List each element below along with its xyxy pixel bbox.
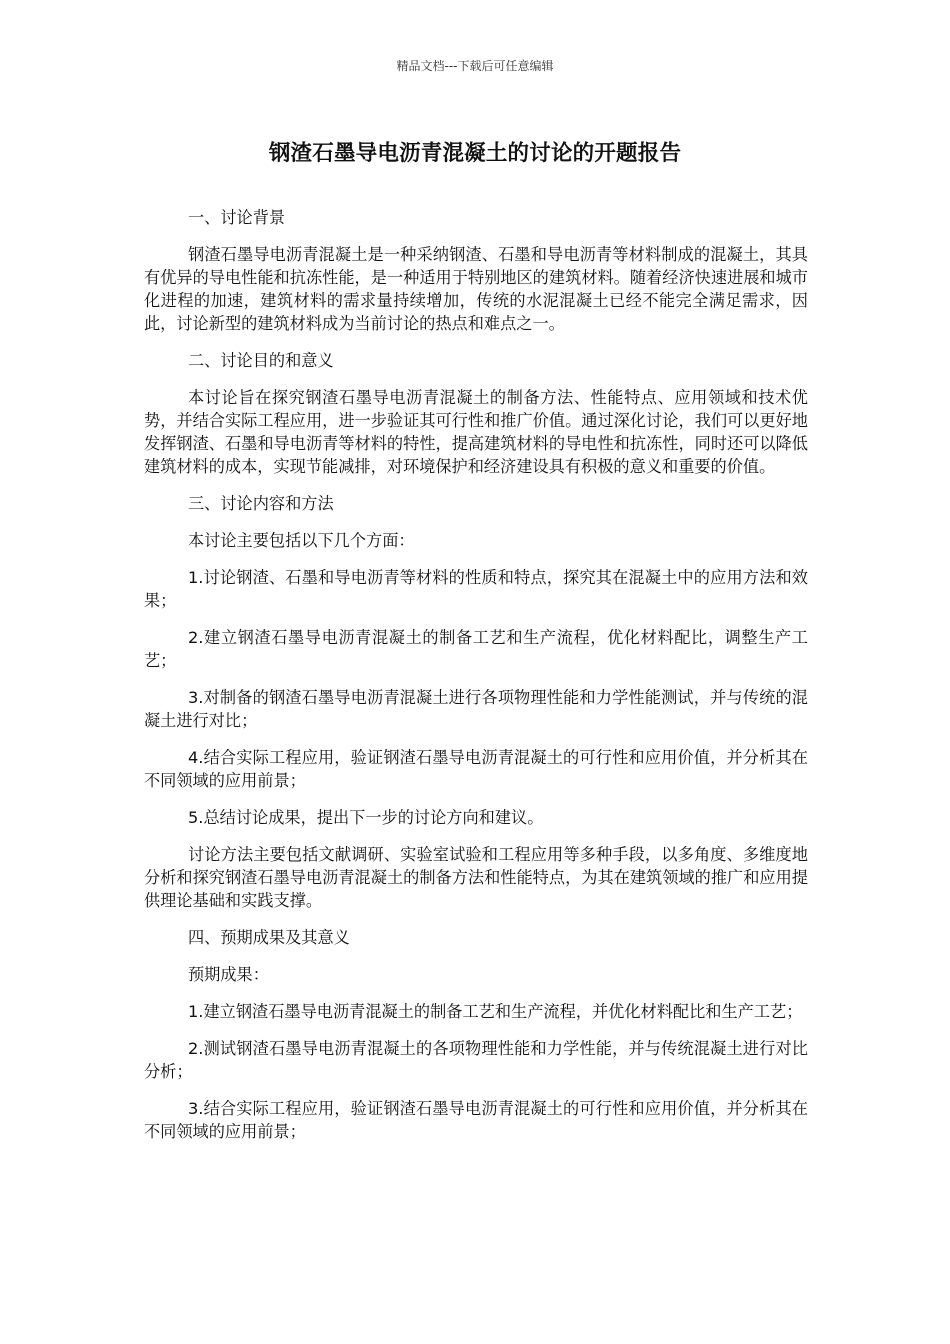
list-item: 2.建立钢渣石墨导电沥青混凝土的制备工艺和生产流程，优化材料配比，调整生产工艺；: [144, 628, 808, 670]
document-title: 钢渣石墨导电沥青混凝土的讨论的开题报告: [268, 141, 682, 166]
paragraph-content-intro: 本讨论主要包括以下几个方面：: [188, 531, 415, 550]
list-item: 3.结合实际工程应用，验证钢渣石墨导电沥青混凝土的可行性和应用价值，并分析其在不同领域的应用前景；: [144, 1099, 808, 1141]
header-note: 精品文档---下载后可任意编辑: [396, 59, 554, 73]
section-heading-content: 三、讨论内容和方法: [188, 494, 334, 513]
section-heading-outcomes: 四、预期成果及其意义: [188, 928, 350, 947]
list-item: 3.对制备的钢渣石墨导电沥青混凝土进行各项物理性能和力学性能测试，并与传统的混凝土进行对比；: [144, 688, 808, 730]
section-heading-purpose: 二、讨论目的和意义: [188, 351, 334, 370]
document-body: [144, 206, 808, 1157]
list-item: 1.建立钢渣石墨导电沥青混凝土的制备工艺和生产流程，并优化材料配比和生产工艺；: [188, 1002, 803, 1021]
paragraph-background: 钢渣石墨导电沥青混凝土是一种采纳钢渣、石墨和导电沥青等材料制成的混凝土，其具有优异的导电性能和抗冻性能，是一种适用于特别地区的建筑材料。随着经济快速进展和城市化进程的加速，建筑材料的需求量持续增加，传统的水泥混凝土已经不能完全满足需求，因此，讨论新型的建筑材料成为当前讨论的热点和难点之一。: [144, 245, 808, 333]
list-item: 4.结合实际工程应用，验证钢渣石墨导电沥青混凝土的可行性和应用价值，并分析其在不同领域的应用前景；: [144, 748, 808, 790]
list-item: 1.讨论钢渣、石墨和导电沥青等材料的性质和特点，探究其在混凝土中的应用方法和效果；: [144, 568, 808, 610]
paragraph-purpose: 本讨论旨在探究钢渣石墨导电沥青混凝土的制备方法、性能特点、应用领域和技术优势，并结合实际工程应用，进一步验证其可行性和推广价值。通过深化讨论，我们可以更好地发挥钢渣、石墨和导电沥青等材料的特性，提高建筑材料的导电性和抗冻性，同时还可以降低建筑材料的成本，实现节能减排，对环境保护和经济建设具有积极的意义和重要的价值。: [144, 388, 808, 476]
list-item: 5.总结讨论成果，提出下一步的讨论方向和建议。: [188, 808, 544, 827]
paragraph-outcomes-intro: 预期成果：: [188, 965, 269, 984]
list-item: 2.测试钢渣石墨导电沥青混凝土的各项物理性能和力学性能，并与传统混凝土进行对比分析；: [144, 1039, 808, 1081]
section-heading-background: 一、讨论背景: [188, 208, 286, 227]
paragraph-methods: 讨论方法主要包括文献调研、实验室试验和工程应用等多种手段，以多角度、多维度地分析和探究钢渣石墨导电沥青混凝土的制备方法和性能特点，为其在建筑领域的推广和应用提供理论基础和实践支撑。: [144, 845, 808, 910]
